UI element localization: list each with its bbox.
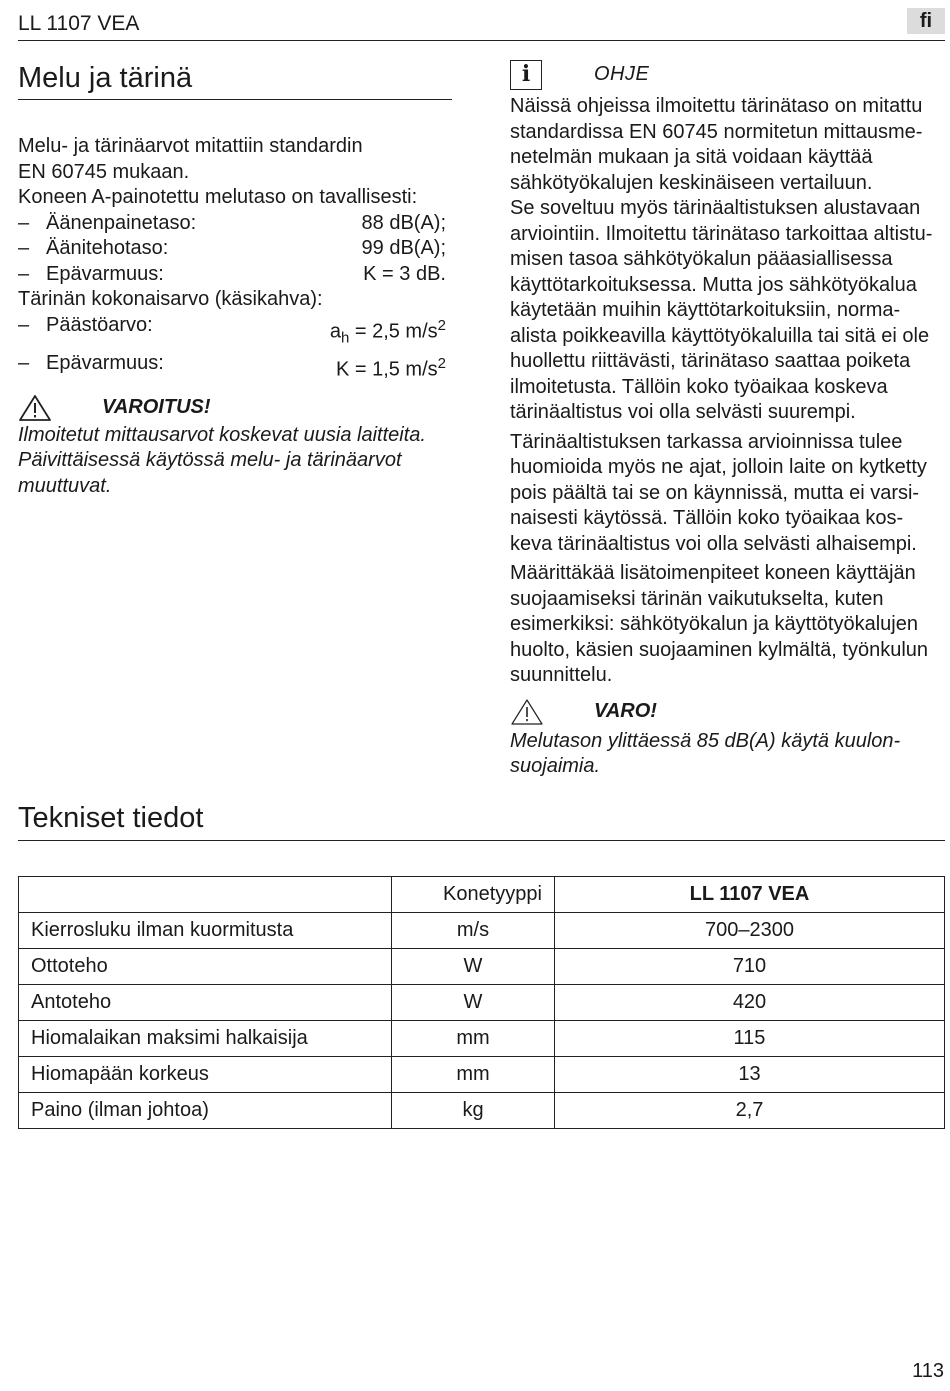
info-icon: i bbox=[510, 60, 542, 90]
note-text-line: standardissa EN 60745 normitetun mittausme- bbox=[510, 120, 923, 143]
note-text-line: arviointiin. Ilmoitettu tärinätaso tarkoittaa altistu- bbox=[510, 222, 933, 245]
caution-title: VARO! bbox=[594, 699, 657, 722]
unit-exponent: 2 bbox=[437, 354, 446, 372]
spec-value: 115 bbox=[555, 1021, 945, 1057]
noise-level-row bbox=[18, 236, 446, 262]
specs-header-unit: Konetyyppi bbox=[392, 877, 555, 913]
spec-unit: W bbox=[392, 949, 555, 985]
spec-unit: mm bbox=[392, 1021, 555, 1057]
list-dash: – bbox=[18, 211, 30, 234]
noise-section-title: Melu ja tärinä bbox=[18, 62, 193, 94]
note-column bbox=[510, 56, 942, 780]
note-text-line: käyttötarkoituksessa. Mutta jos sähkötyökalua bbox=[510, 273, 917, 296]
intro-line: Melu- ja tärinäarvot mitattiin standardin bbox=[18, 135, 363, 157]
specs-header-name bbox=[19, 877, 392, 913]
note-text-line: huomioida myös ne ajat, jolloin laite on kytketty bbox=[510, 456, 927, 478]
noise-level-value: 88 dB(A); bbox=[361, 211, 446, 234]
vibration-symbol: a bbox=[329, 320, 341, 343]
specs-row bbox=[19, 1021, 945, 1057]
list-dash: – bbox=[18, 313, 30, 336]
specs-row bbox=[19, 985, 945, 1021]
note-text-line: huolto, käsien suojaaminen kylmältä, työnkulun bbox=[510, 638, 929, 661]
noise-section-divider bbox=[18, 99, 452, 100]
note-text-line: suojaamiseksi tärinän vaikutukselta, kuten bbox=[510, 587, 884, 610]
list-dash: – bbox=[18, 237, 30, 259]
header-divider bbox=[18, 40, 945, 41]
specs-row bbox=[19, 913, 945, 949]
intro-line: EN 60745 mukaan. bbox=[18, 160, 190, 183]
language-badge: fi bbox=[907, 8, 945, 34]
spec-value: 420 bbox=[555, 985, 945, 1021]
noise-level-intro: Koneen A-painotettu melutaso on tavallisesti: bbox=[18, 186, 418, 208]
noise-level-row bbox=[18, 262, 446, 288]
note-text-line: Näissä ohjeissa ilmoitettu tärinätaso on mitattu bbox=[510, 95, 923, 117]
note-text-line: suunnittelu. bbox=[510, 664, 613, 686]
note-text-line: sähkötyökalujen keskinäiseen vertailuun. bbox=[510, 171, 873, 194]
warning-text-line: Päivittäisessä käytössä melu- ja tärinäarvot bbox=[18, 449, 402, 472]
vibration-row bbox=[18, 351, 446, 383]
warning-title: VAROITUS! bbox=[102, 396, 211, 419]
note-text-line: käytetään muihin käyttötarkoituksiin, norma- bbox=[510, 299, 901, 321]
note-paragraph bbox=[510, 561, 942, 689]
vibration-intro: Tärinän kokonaisarvo (käsikahva): bbox=[18, 288, 323, 310]
noise-vibration-content bbox=[18, 134, 446, 499]
note-text-line: pois päältä tai se on käynnissä, mutta ei varsi- bbox=[510, 481, 920, 504]
caution-triangle-icon bbox=[510, 698, 544, 726]
list-dash: – bbox=[18, 262, 30, 285]
spec-name: Kierrosluku ilman kuormitusta bbox=[19, 913, 392, 949]
note-paragraph bbox=[510, 94, 942, 426]
vibration-value bbox=[330, 313, 446, 351]
note-text-line: tärinäaltistus voi olla selvästi suurempi. bbox=[510, 401, 856, 423]
specs-row bbox=[19, 1057, 945, 1093]
spec-name: Paino (ilman johtoa) bbox=[19, 1093, 392, 1129]
vibration-subscript: h bbox=[340, 329, 350, 347]
specs-header-row bbox=[19, 877, 945, 913]
specs-header-model: LL 1107 VEA bbox=[555, 877, 945, 913]
spec-unit: m/s bbox=[392, 913, 555, 949]
note-text-line: alista poikkeavilla käyttötyökaluilla tai sitä ei ole bbox=[510, 324, 930, 347]
note-text-line: netelmän mukaan ja sitä voidaan käyttää bbox=[510, 146, 873, 168]
specs-row bbox=[19, 949, 945, 985]
noise-level-label: Epävarmuus: bbox=[46, 262, 164, 285]
document-model-title: LL 1107 VEA bbox=[18, 12, 140, 35]
spec-value: 710 bbox=[555, 949, 945, 985]
warning-text-line: muuttuvat. bbox=[18, 474, 112, 497]
note-text-line: Se soveltuu myös tärinäaltistuksen alustavaan bbox=[510, 197, 921, 219]
spec-name: Hiomalaikan maksimi halkaisija bbox=[19, 1021, 392, 1057]
vibration-label: Päästöarvo: bbox=[46, 313, 153, 336]
vibration-value bbox=[336, 351, 446, 383]
warning-heading bbox=[18, 393, 446, 423]
spec-unit: mm bbox=[392, 1057, 555, 1093]
noise-level-label: Äänenpainetaso: bbox=[46, 211, 197, 234]
note-text-line: Tärinäaltistuksen tarkassa arvioinnissa tulee bbox=[510, 430, 903, 453]
vibration-row bbox=[18, 313, 446, 351]
spec-value: 13 bbox=[555, 1057, 945, 1093]
specs-table bbox=[18, 876, 945, 1129]
spec-unit: kg bbox=[392, 1093, 555, 1129]
note-text-line: misen tasoa sähkötyökalun pääasiallisessa bbox=[510, 248, 893, 270]
note-paragraphs bbox=[510, 94, 942, 689]
note-text-line: Määrittäkää lisätoimenpiteet koneen käyttäjän bbox=[510, 562, 916, 584]
specs-row bbox=[19, 1093, 945, 1129]
list-dash: – bbox=[18, 351, 30, 374]
noise-level-value: 99 dB(A); bbox=[361, 237, 446, 259]
specs-section-title: Tekniset tiedot bbox=[18, 802, 204, 834]
specs-section-divider bbox=[18, 840, 945, 841]
vibration-number: = 2,5 m/s bbox=[349, 320, 438, 343]
spec-name: Antoteho bbox=[19, 985, 392, 1021]
spec-unit: W bbox=[392, 985, 555, 1021]
note-heading bbox=[510, 56, 942, 94]
note-text-line: ilmoitetusta. Tällöin koko työaikaa koskeva bbox=[510, 375, 888, 398]
spec-value: 2,7 bbox=[555, 1093, 945, 1129]
note-text-line: naisesti käytössä. Tällöin koko työaikaa kos- bbox=[510, 507, 904, 529]
vibration-label: Epävarmuus: bbox=[46, 351, 164, 374]
note-title: OHJE bbox=[594, 63, 650, 86]
note-text-line: huollettu riittävästi, tärinätaso saattaa poiketa bbox=[510, 350, 911, 372]
caution-text-line: Melutason ylittäessä 85 dB(A) käytä kuulon- bbox=[510, 729, 901, 752]
warning-text-line: Ilmoitetut mittausarvot koskevat uusia laitteita. bbox=[18, 423, 426, 446]
warning-triangle-icon bbox=[18, 394, 52, 422]
caution-text-line: suojaimia. bbox=[510, 755, 601, 777]
unit-exponent: 2 bbox=[437, 316, 446, 334]
page-number: 113 bbox=[912, 1360, 944, 1382]
spec-value: 700–2300 bbox=[555, 913, 945, 949]
spec-name: Ottoteho bbox=[19, 949, 392, 985]
caution-heading bbox=[510, 695, 942, 729]
note-text-line: esimerkiksi: sähkötyökalun ja käyttötyökalujen bbox=[510, 613, 918, 635]
vibration-number: K = 1,5 m/s bbox=[335, 358, 438, 381]
noise-level-value: K = 3 dB. bbox=[363, 262, 446, 285]
noise-level-label: Äänitehotaso: bbox=[46, 237, 169, 259]
noise-level-row bbox=[18, 211, 446, 237]
note-text-line: keva tärinäaltistus voi olla selvästi alhaisempi. bbox=[510, 532, 917, 555]
spec-name: Hiomapään korkeus bbox=[19, 1057, 392, 1093]
note-paragraph bbox=[510, 430, 942, 558]
